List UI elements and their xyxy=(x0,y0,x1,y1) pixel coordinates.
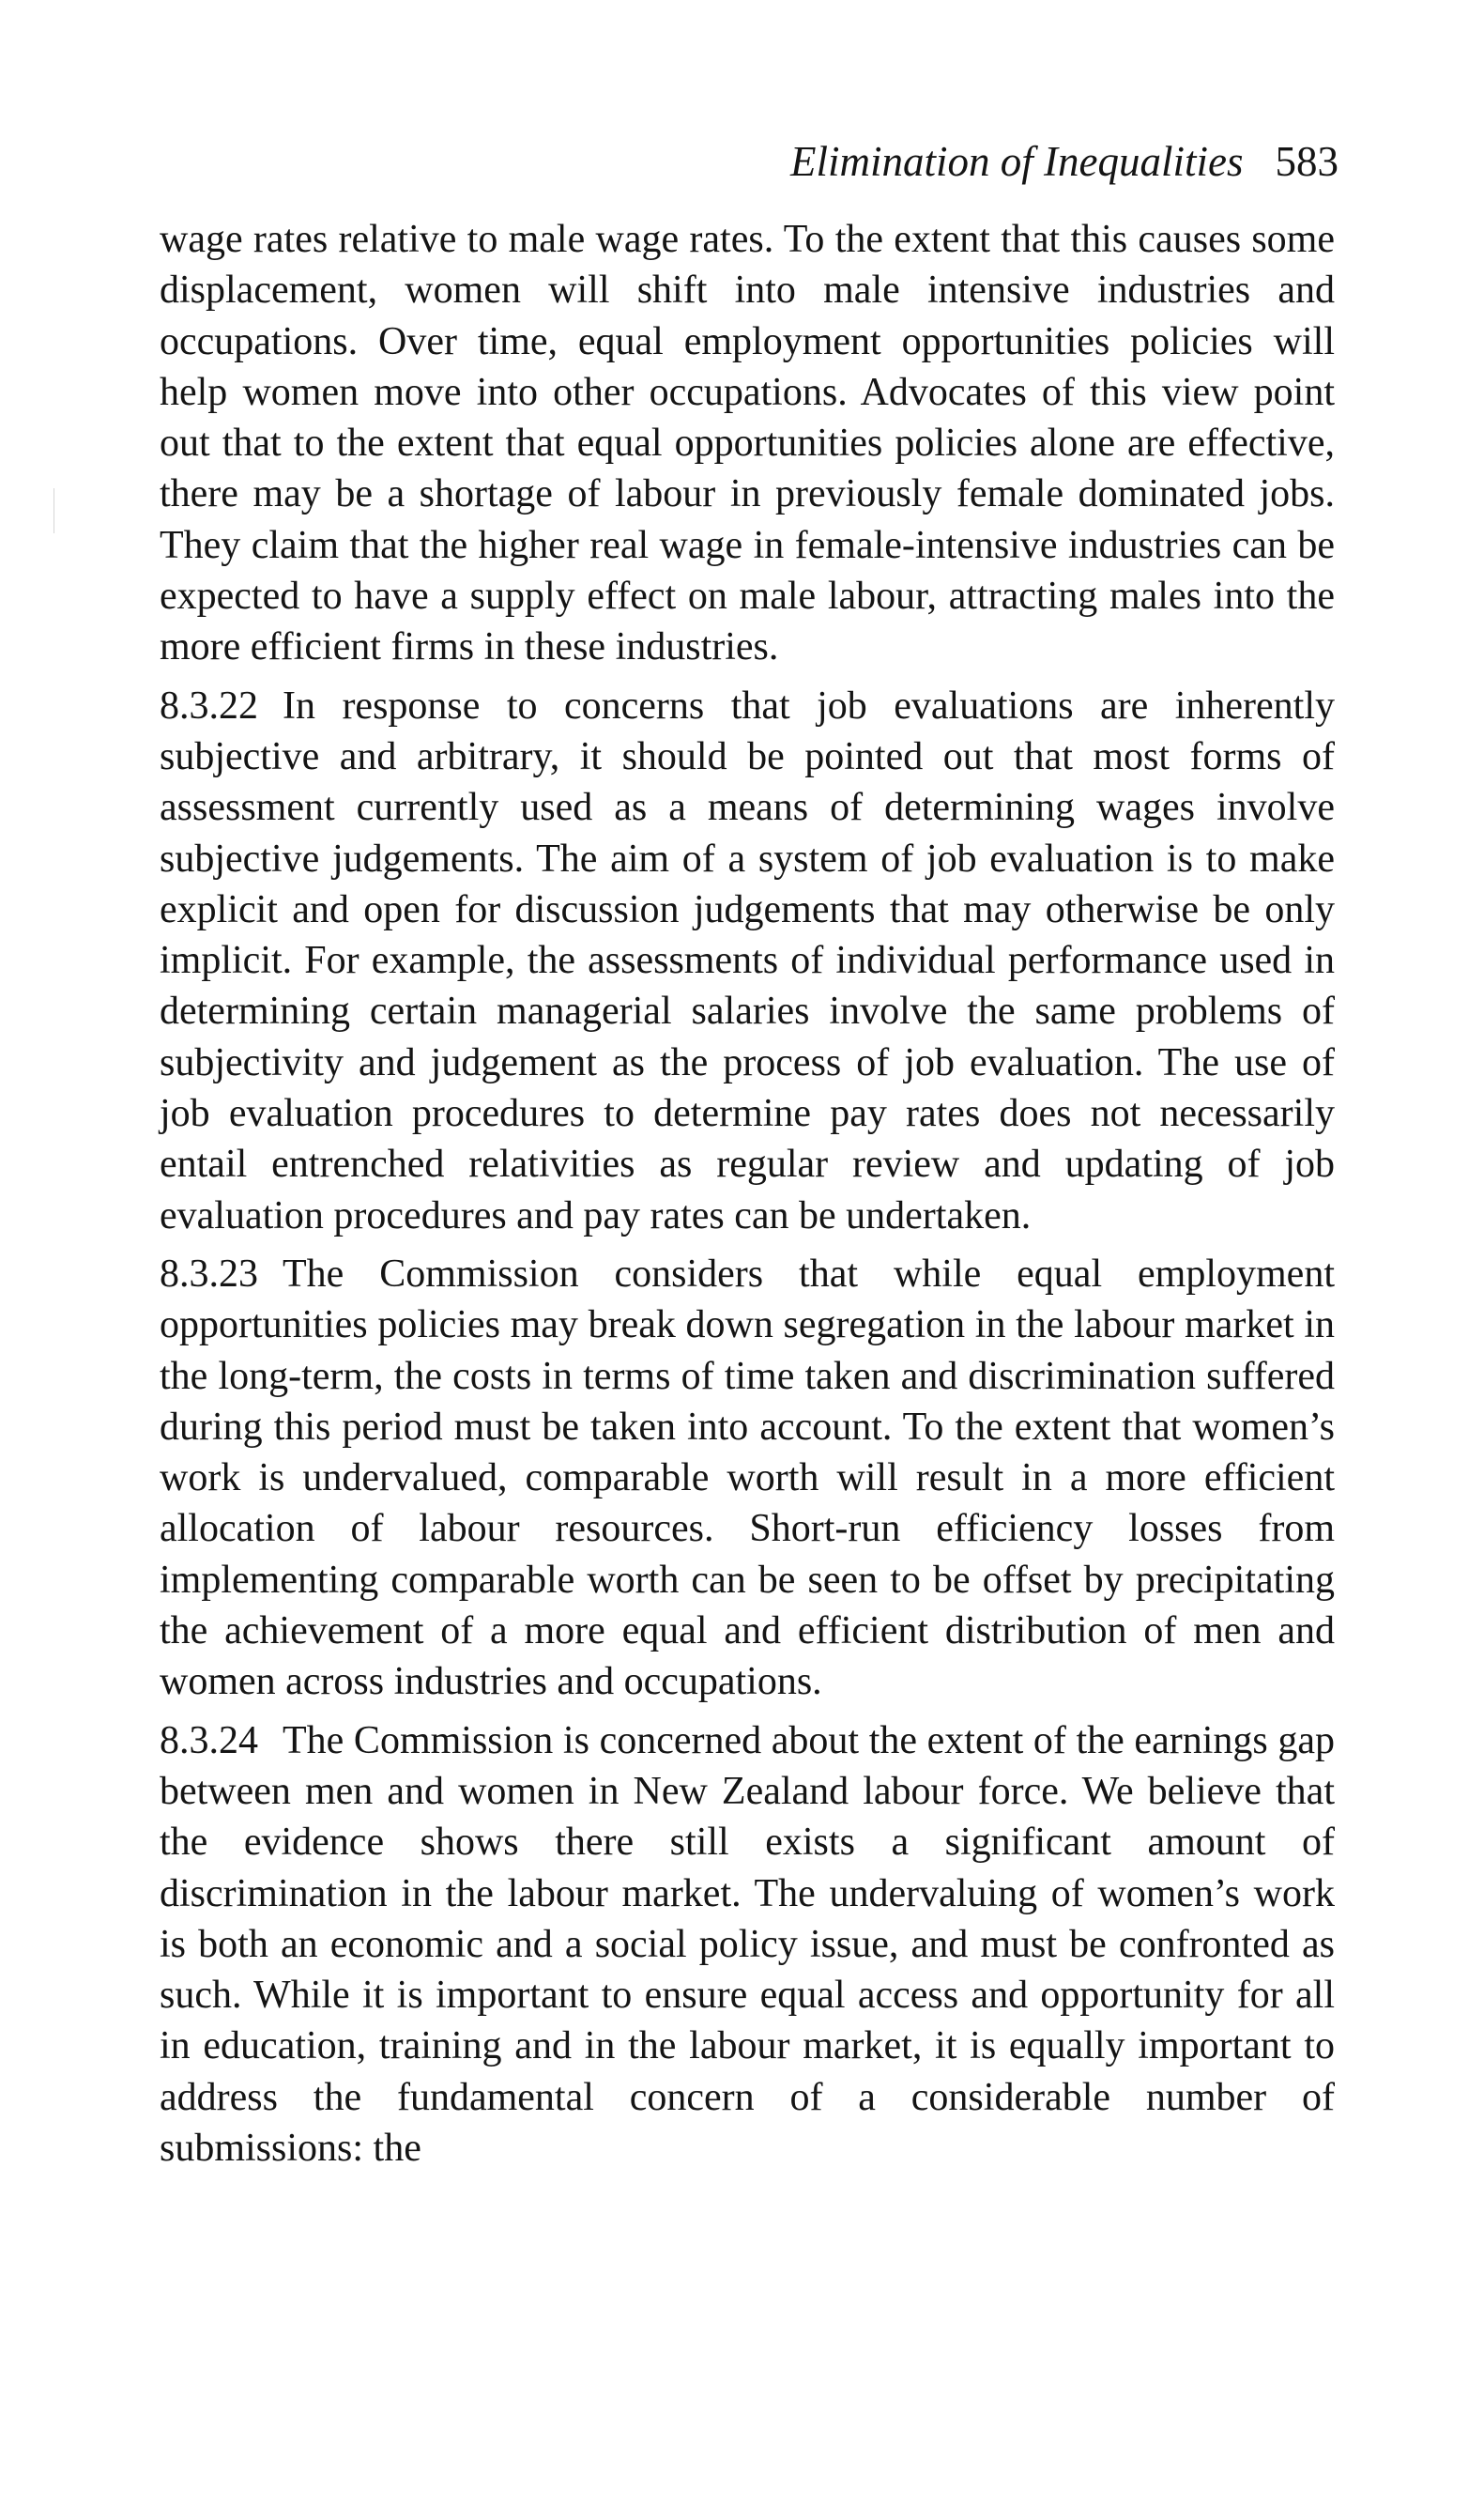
page-number: 583 xyxy=(1275,138,1339,185)
paragraph-number: 8.3.23 xyxy=(160,1252,258,1296)
paragraph-number: 8.3.24 xyxy=(160,1718,258,1762)
paragraph-8-3-22 xyxy=(160,681,1335,1241)
paragraph-8-3-24 xyxy=(160,1715,1335,2175)
running-header xyxy=(790,133,1339,190)
paragraph-text: In response to concerns that job evaluations are inherently subjective and arbitrary, it should be pointed out that most forms of assessment currently used as a means of determining wages involve subjective judgements. The aim of a system of job evaluation is to make explicit and open for discussion judgements that may otherwise be only implicit. For example, the assessments of individual performance used in determining certain managerial salaries involve the same problems of subjectivity and judgement as the process of job evaluation. The use of job evaluation procedures to determine pay rates does not necessarily entail entrenched relativities as regular review and updating of job evaluation procedures and pay rates can be undertaken. xyxy=(160,684,1335,1237)
body-text xyxy=(160,214,1335,2181)
paragraph-text: wage rates relative to male wage rates. To the extent that this causes some displacement, women will shift into male intensive industries and occupations. Over time, equal employment opportunities policies will help women move into other occupations. Advocates of this view point out that to the extent that equal opportunities policies alone are effective, there may be a shortage of labour in previously female dominated jobs. They claim that the higher real wage in female-intensive industries can be expected to have a supply effect on male labour, attracting males into the more efficient firms in these industries. xyxy=(160,218,1335,669)
paragraph-text: The Commission considers that while equal employment opportunities policies may break down segregation in the labour market in the long-term, the costs in terms of time taken and discrimination suffered during this period must be taken into account. To the extent that women’s work is undervalued, comparable worth will result in a more efficient allocation of labour resources. Short-run efficiency losses from implementing comparable worth can be seen to be offset by precipitating the achievement of a more equal and efficient distribution of men and women across industries and occupations. xyxy=(160,1252,1335,1704)
paragraph-continued xyxy=(160,214,1335,673)
paragraph-8-3-23 xyxy=(160,1249,1335,1708)
chapter-title: Elimination of Inequalities xyxy=(790,138,1244,185)
paragraph-text: The Commission is concerned about the extent of the earnings gap between men and women in New Zealand labour force. We believe that the evidence shows there still exists a significant amount of discrimination in the labour market. The undervaluing of women’s work is both an economic and a social policy issue, and must be confronted as such. While it is important to ensure equal access and opportunity for all in education, training and in the labour market, it is equally important to address the fundamental concern of a considerable number of submissions: the xyxy=(160,1718,1335,2170)
paragraph-number: 8.3.22 xyxy=(160,684,258,728)
